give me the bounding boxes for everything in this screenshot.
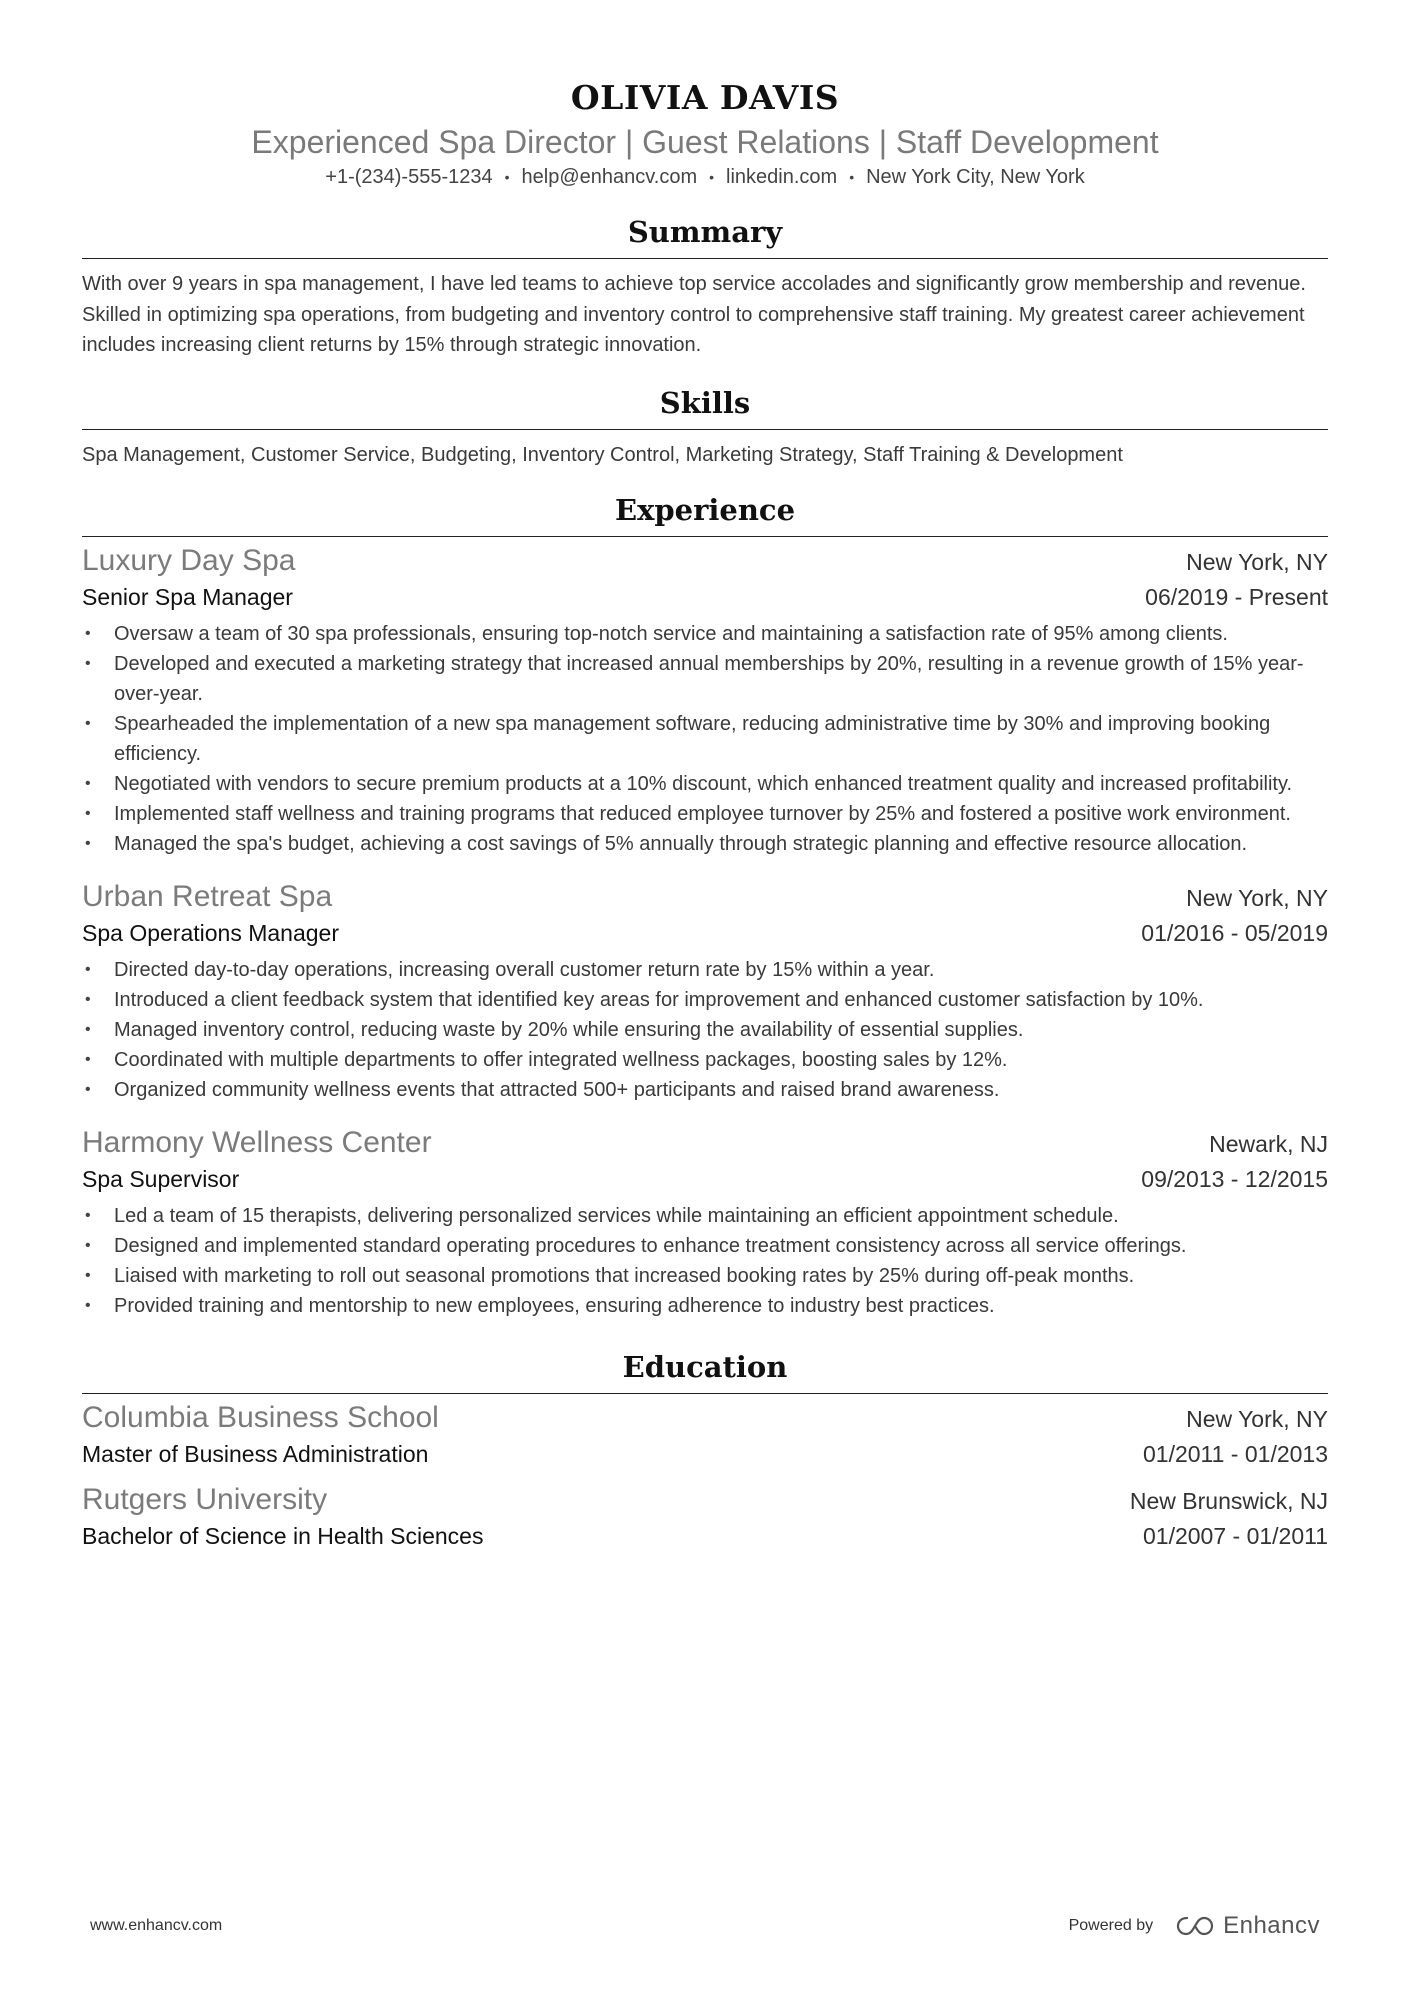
degree-name: Master of Business Administration	[82, 1440, 429, 1467]
experience-section	[82, 490, 1328, 1321]
education-section	[82, 1347, 1328, 1552]
section-divider	[82, 258, 1328, 259]
education-dates: 01/2007 - 01/2011	[1142, 1522, 1328, 1549]
bullet-icon: •	[85, 1236, 91, 1254]
enhancv-logo-icon	[1175, 1915, 1215, 1937]
job-title: Spa Operations Manager	[82, 919, 339, 946]
achievement-item	[82, 709, 1328, 769]
achievement-text: Managed the spa's budget, achieving a cost savings of 5% annually through strategic planning and effective resource allocation.	[114, 832, 1248, 855]
achievement-text: Coordinated with multiple departments to offer integrated wellness packages, boosting sales by 12%.	[114, 1048, 1008, 1071]
achievement-text: Developed and executed a marketing strategy that increased annual memberships by 20%, resulting in a revenue growth of 15% year-over-year.	[114, 652, 1304, 705]
achievement-item	[82, 769, 1328, 799]
achievement-item	[82, 1045, 1328, 1075]
experience-header-row	[82, 1123, 1328, 1163]
page-footer	[90, 1912, 1320, 1940]
education-dates: 01/2011 - 01/2013	[1142, 1440, 1328, 1467]
achievement-item	[82, 1015, 1328, 1045]
job-location: Newark, NJ	[1209, 1130, 1328, 1157]
bullet-icon: •	[85, 1080, 91, 1098]
job-dates: 01/2016 - 05/2019	[1141, 919, 1328, 946]
brand-logo[interactable]	[1175, 1912, 1320, 1940]
experience-header-row	[82, 541, 1328, 581]
experience-role-row	[82, 1163, 1328, 1195]
section-title-education: Education	[622, 1349, 788, 1384]
bullet-icon: •	[85, 1296, 91, 1314]
school-location: New York, NY	[1186, 1405, 1328, 1432]
experience-role-row	[82, 581, 1328, 613]
achievement-list	[82, 1201, 1328, 1321]
achievement-item	[82, 985, 1328, 1015]
job-location: New York, NY	[1186, 884, 1328, 911]
achievement-text: Designed and implemented standard operating procedures to enhance treatment consistency across all service offerings.	[114, 1234, 1187, 1257]
section-title-skills: Skills	[659, 385, 751, 420]
bullet-icon: •	[85, 624, 91, 642]
experience-entry	[82, 877, 1328, 1105]
achievement-text: Oversaw a team of 30 spa professionals, ensuring top-notch service and maintaining a satisfaction rate of 95% among clients.	[114, 622, 1228, 645]
candidate-name: OLIVIA DAVIS	[570, 78, 840, 117]
bullet-icon: •	[85, 990, 91, 1008]
bullet-icon: •	[85, 834, 91, 852]
experience-entry	[82, 541, 1328, 859]
resume-header	[82, 0, 1328, 192]
experience-entry	[82, 1123, 1328, 1321]
achievement-item	[82, 619, 1328, 649]
achievement-text: Led a team of 15 therapists, delivering personalized services while maintaining an efficient appointment schedule.	[114, 1204, 1119, 1227]
contact-linkedin[interactable]: linkedin.com	[726, 166, 838, 188]
bullet-icon: •	[85, 804, 91, 822]
education-header-row	[82, 1480, 1328, 1520]
education-entry	[82, 1480, 1328, 1552]
achievement-list	[82, 955, 1328, 1105]
achievement-item	[82, 649, 1328, 709]
headline: Experienced Spa Director | Guest Relations | Staff Development	[251, 124, 1159, 160]
summary-section	[82, 212, 1328, 361]
job-location: New York, NY	[1186, 548, 1328, 575]
bullet-icon: •	[85, 960, 91, 978]
achievement-text: Introduced a client feedback system that identified key areas for improvement and enhanced customer satisfaction by 10%.	[114, 988, 1204, 1011]
contact-separator: •	[504, 169, 510, 185]
company-name: Urban Retreat Spa	[82, 879, 333, 913]
achievement-text: Implemented staff wellness and training programs that reduced employee turnover by 25% and fostered a positive work environment.	[114, 802, 1291, 825]
bullet-icon: •	[85, 1020, 91, 1038]
school-name: Columbia Business School	[82, 1400, 439, 1434]
bullet-icon: •	[85, 1206, 91, 1224]
section-divider	[82, 536, 1328, 537]
section-title-experience: Experience	[614, 492, 796, 527]
experience-role-row	[82, 917, 1328, 949]
bullet-icon: •	[85, 1050, 91, 1068]
job-dates: 09/2013 - 12/2015	[1141, 1165, 1328, 1192]
achievement-text: Liaised with marketing to roll out seasonal promotions that increased booking rates by 25% during off-peak months.	[114, 1264, 1135, 1287]
job-title: Spa Supervisor	[82, 1165, 240, 1192]
footer-website[interactable]: www.enhancv.com	[90, 1917, 223, 1934]
achievement-text: Negotiated with vendors to secure premium products at a 10% discount, which enhanced treatment quality and increased profitability.	[114, 772, 1293, 795]
contact-location: New York City, New York	[866, 166, 1085, 188]
bullet-icon: •	[85, 654, 91, 672]
company-name: Luxury Day Spa	[82, 543, 296, 577]
job-dates: 06/2019 - Present	[1145, 583, 1328, 610]
education-degree-row	[82, 1520, 1328, 1552]
footer-branding	[1069, 1912, 1320, 1940]
bullet-icon: •	[85, 714, 91, 732]
achievement-item	[82, 1201, 1328, 1231]
education-degree-row	[82, 1438, 1328, 1470]
education-entry	[82, 1398, 1328, 1470]
company-name: Harmony Wellness Center	[82, 1125, 432, 1159]
achievement-item	[82, 955, 1328, 985]
summary-text: With over 9 years in spa management, I have led teams to achieve top service accolades and significantly grow membership and revenue. Skilled in optimizing spa operations, from budgeting and inventory control to comprehensive staff training. My greatest career achievement includes increasing client returns by 15% through strategic innovation.	[82, 273, 1306, 356]
skills-text: Spa Management, Customer Service, Budgeting, Inventory Control, Marketing Strategy, Staff Training & Development	[82, 443, 1123, 466]
achievement-item	[82, 799, 1328, 829]
achievement-text: Organized community wellness events that attracted 500+ participants and raised brand awareness.	[114, 1078, 1000, 1101]
contact-separator: •	[849, 169, 855, 185]
education-header-row	[82, 1398, 1328, 1438]
achievement-list	[82, 619, 1328, 859]
contact-phone: +1-(234)-555-1234	[325, 166, 493, 188]
section-title-summary: Summary	[627, 215, 783, 249]
experience-list	[82, 541, 1328, 1321]
job-title: Senior Spa Manager	[82, 583, 293, 610]
contact-line	[82, 162, 1328, 192]
achievement-item	[82, 1261, 1328, 1291]
achievement-text: Provided training and mentorship to new employees, ensuring adherence to industry best practices.	[114, 1294, 995, 1317]
bullet-icon: •	[85, 774, 91, 792]
experience-header-row	[82, 877, 1328, 917]
achievement-item	[82, 1075, 1328, 1105]
bullet-icon: •	[85, 1266, 91, 1284]
achievement-text: Managed inventory control, reducing waste by 20% while ensuring the availability of essential supplies.	[114, 1018, 1024, 1041]
skills-section	[82, 383, 1328, 470]
brand-name: Enhancv	[1223, 1912, 1320, 1939]
powered-by-label: Powered by	[1068, 1917, 1154, 1934]
education-list	[82, 1398, 1328, 1552]
school-name: Rutgers University	[82, 1482, 328, 1516]
contact-separator: •	[709, 169, 715, 185]
section-divider	[82, 1393, 1328, 1394]
achievement-text: Directed day-to-day operations, increasing overall customer return rate by 15% within a year.	[114, 958, 935, 981]
achievement-item	[82, 1231, 1328, 1261]
achievement-item	[82, 1291, 1328, 1321]
school-location: New Brunswick, NJ	[1129, 1487, 1328, 1514]
achievement-text: Spearheaded the implementation of a new spa management software, reducing administrative time by 30% and improving booking efficiency.	[114, 712, 1271, 765]
achievement-item	[82, 829, 1328, 859]
degree-name: Bachelor of Science in Health Sciences	[82, 1522, 484, 1549]
section-divider	[82, 429, 1328, 430]
contact-email[interactable]: help@enhancv.com	[521, 166, 698, 188]
